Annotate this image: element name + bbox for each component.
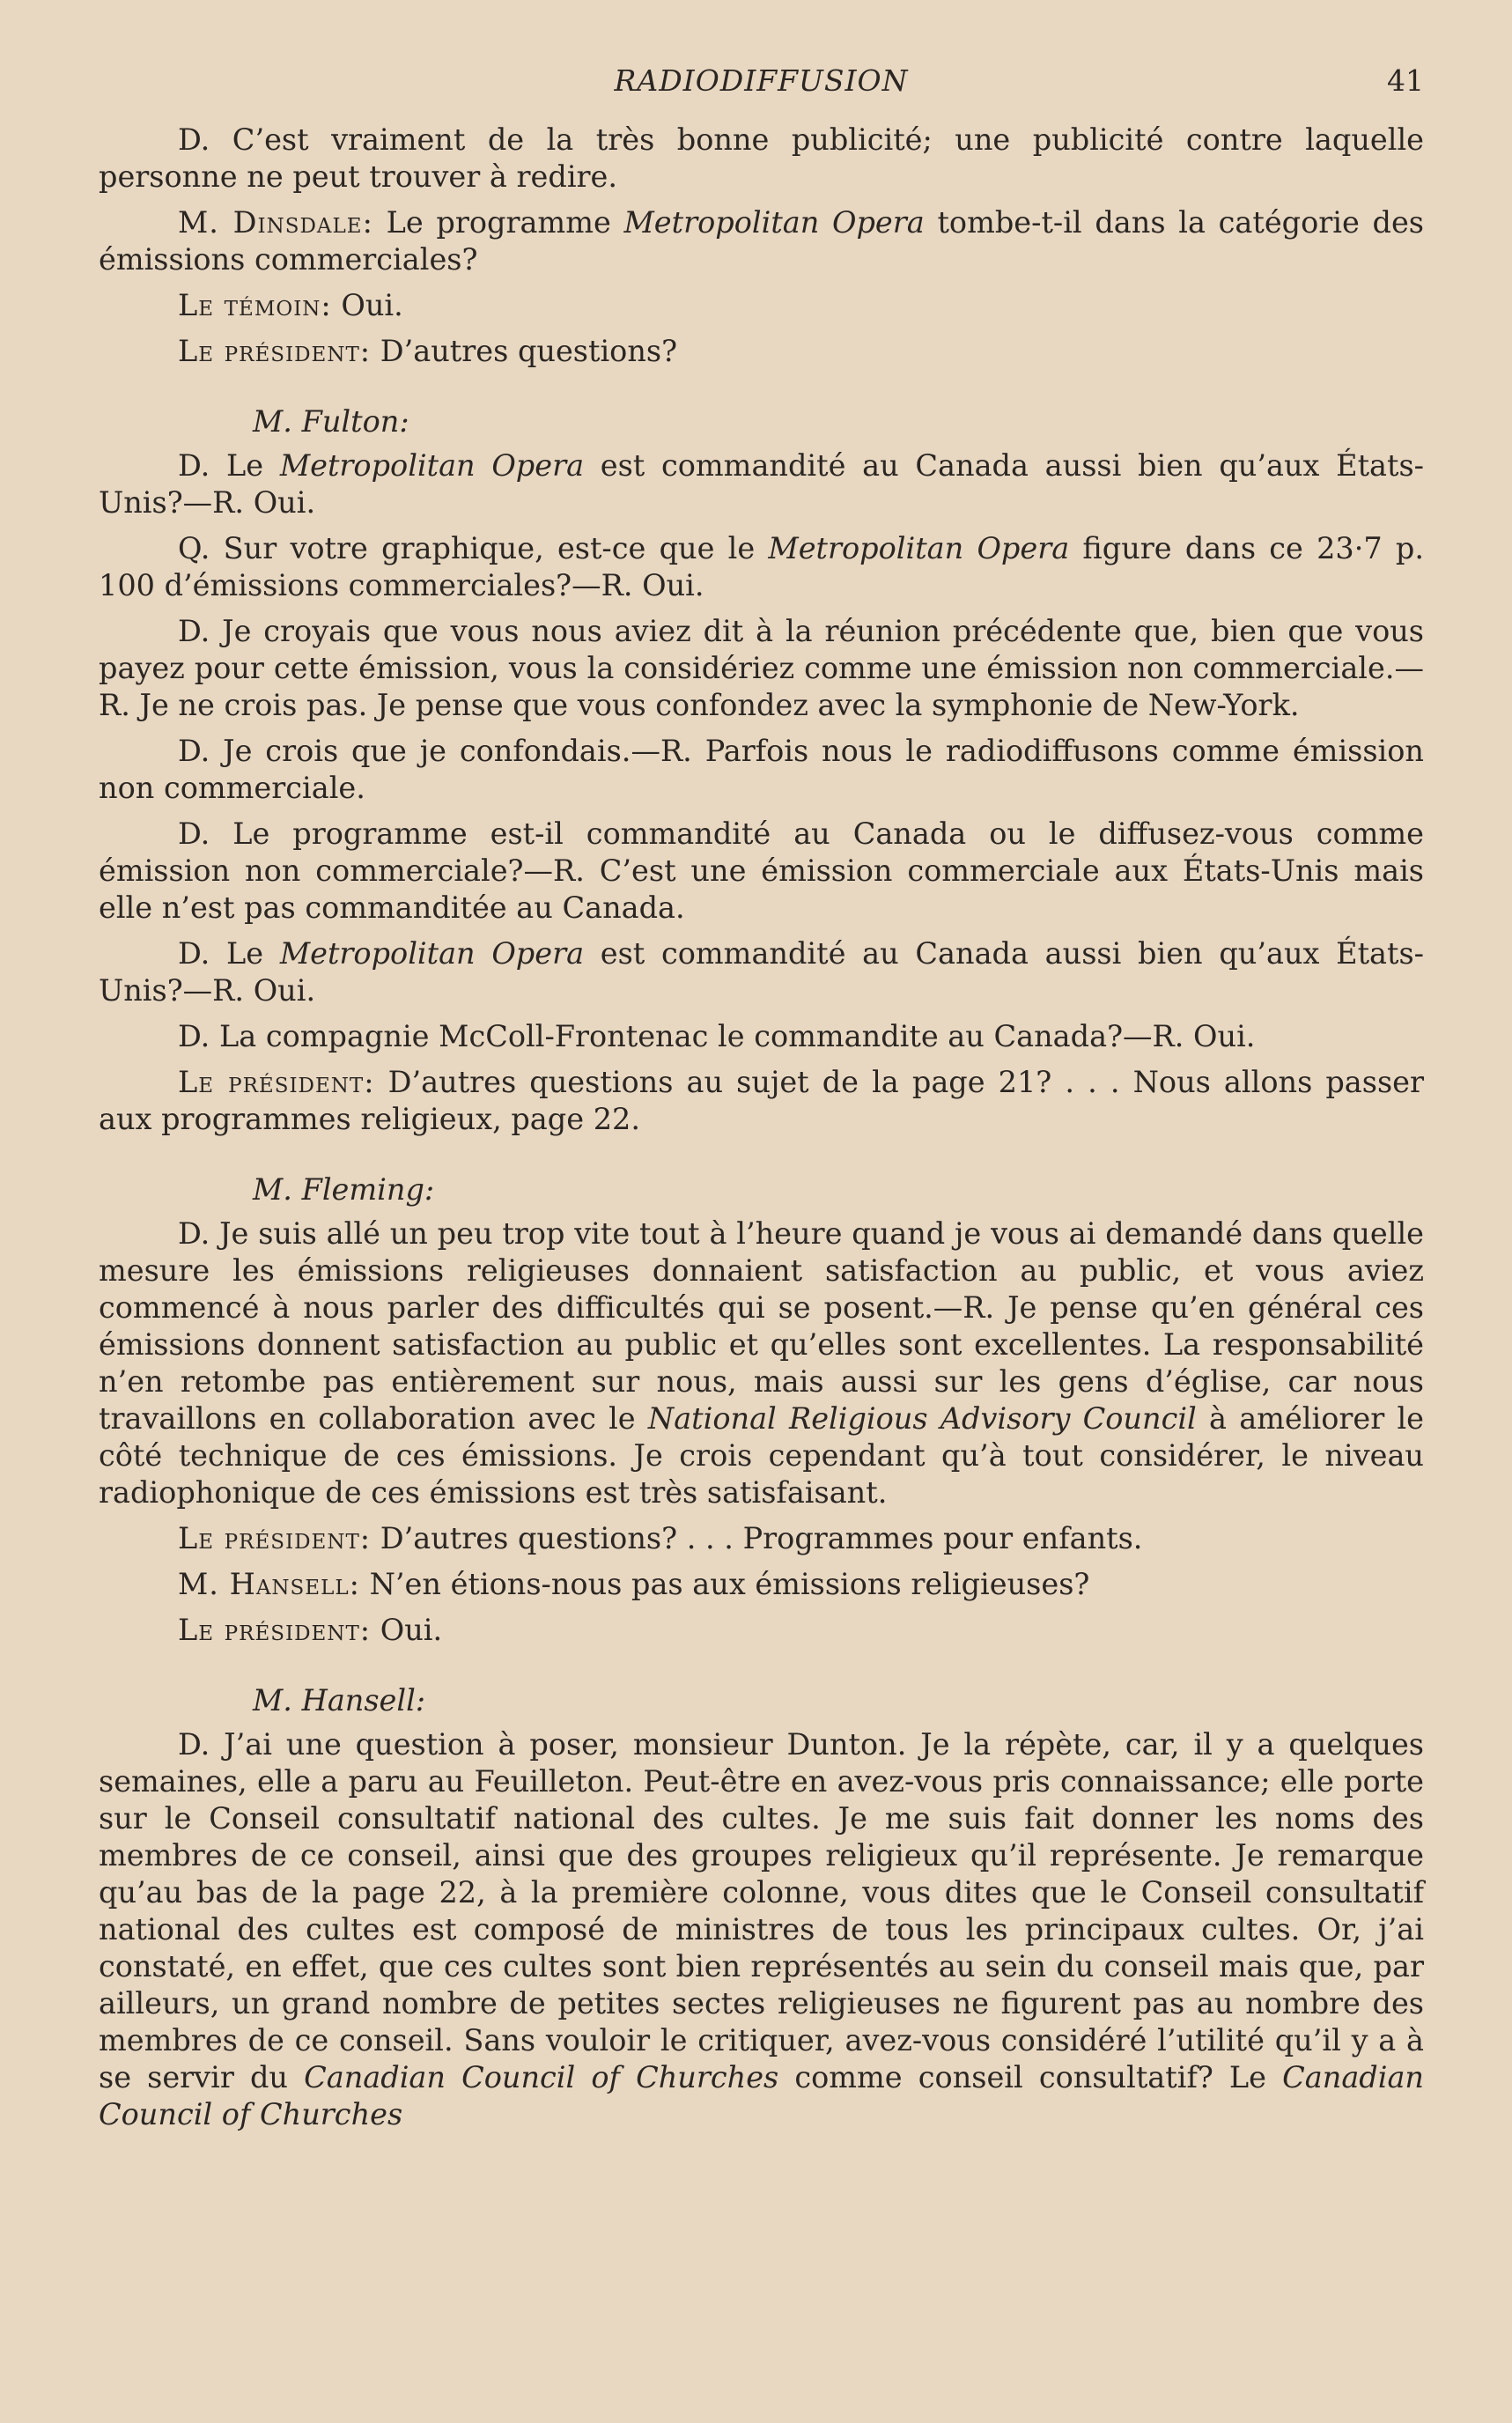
paragraph: D. Le Metropolitan Opera est commandité au Canada aussi bien qu’aux États-Unis?—R. Oui. [99,936,1424,1008]
program-title: Metropolitan Opera [279,936,585,971]
paragraph: D. Je croyais que vous nous aviez dit à la réunion précédente que, bien que vous payez pour cette émission, vous la considériez comme une émission non commerciale.—R. Je ne crois pas. Je pense que vous confondez avec la symphonie de New-York. [99,614,1424,722]
speaker-name: Le témoin: [178,288,332,322]
paragraph: D. Je crois que je confondais.—R. Parfois nous le radiodiffusons comme émission non commerciale. [99,734,1424,805]
paragraph: D. Le programme est-il commandité au Canada ou le diffusez-vous comme émission non commerciale?—R. C’est une émission commerciale aux États-Unis mais elle n’est pas commanditée au Canada. [99,816,1424,925]
paragraph: D. J’ai une question à poser, monsieur Dunton. Je la répète, car, il y a quelques semaines, elle a paru au Feuilleton. Peut-être en avez-vous pris connaissance; elle porte sur le Conseil consultatif national des cultes. Je me suis fait donner les noms des membres de ce conseil, ainsi que des groupes religieux qu’il représente. Je remarque qu’au bas de la page 22, à la première colonne, vous dites que le Conseil consultatif national des cultes est composé de ministres de tous les principaux cultes. Or, j’ai constaté, en effet, que ces cultes sont bien représentés au sein du conseil mais que, par ailleurs, un grand nombre de petites sectes religieuses ne figurent pas au nombre des membres de ce conseil. Sans vouloir le critiquer, avez-vous considéré l’utilité qu’il y a à se servir du Canadian Council of Churches comme conseil consultatif? Le Canadian Council of Churches [99,1727,1424,2131]
paragraph: M. Dinsdale: Le programme Metropolitan Opera tombe-t-il dans la catégorie des émissions commerciales? [99,205,1424,277]
paragraph: D. Je suis allé un peu trop vite tout à l’heure quand je vous ai demandé dans quelle mesure les émissions religieuses donnaient satisfaction au public, et vous aviez commencé à nous parler des difficultés qui se posent.—R. Je pense qu’en général ces émissions donnent satisfaction au public et qu’elles sont excellentes. La responsabilité n’en retombe pas entièrement sur nous, mais aussi sur les gens d’église, car nous travaillons en collaboration avec le National Religious Advisory Council à améliorer le côté technique de ces émissions. Je crois cependant qu’à tout considérer, le niveau radiophonique de ces émissions est très satisfaisant. [99,1216,1424,1510]
speaker-name: Le président: [178,1521,372,1555]
paragraph: D. La compagnie McColl-Frontenac le commandite au Canada?—R. Oui. [178,1019,1256,1053]
paragraph: M. Hansell: N’en étions-nous pas aux émissions religieuses? [178,1567,1090,1601]
paragraph: Le président: D’autres questions? [178,334,678,368]
speaker-name: Le président: [178,1065,375,1099]
organization-name: National Religious Advisory Council [647,1401,1197,1436]
page-number: 41 [1387,63,1424,98]
paragraph: D. C’est vraiment de la très bonne publicité; une publicité contre laquelle personne ne peut trouver à redire. [99,122,1424,194]
speaker-name: Le président: [178,334,372,368]
paragraph: Le président: D’autres questions? . . . Programmes pour enfants. [178,1521,1143,1555]
organization-name: Canadian Council of Churches [99,2060,1424,2131]
program-title: Metropolitan Opera [279,448,585,483]
speaker-heading: M. Fulton: [253,404,409,439]
paragraph: Le président: Oui. [178,1613,443,1647]
paragraph: Le président: D’autres questions au sujet de la page 21? . . . Nous allons passer aux programmes religieux, page 22. [99,1065,1425,1136]
speaker-heading: M. Hansell: [253,1683,426,1718]
speaker-name: Le président: [178,1613,372,1647]
program-title: Metropolitan Opera [768,531,1070,565]
organization-name: Canadian Council of Churches [304,2060,779,2094]
body-text [99,122,1424,2133]
paragraph: Q. Sur votre graphique, est-ce que le Metropolitan Opera figure dans ce 23·7 p. 100 d’émissions commerciales?—R. Oui. [99,531,1424,602]
paragraph: Le témoin: Oui. [178,288,403,322]
program-title: Metropolitan Opera [623,205,925,240]
paragraph: D. Le Metropolitan Opera est commandité au Canada aussi bien qu’aux États-Unis?—R. Oui. [99,448,1424,520]
speaker-name: M. Hansell: [178,1567,360,1601]
page-header [99,63,1424,107]
speaker-name: M. Dinsdale: [178,205,373,240]
running-title: RADIODIFFUSION [614,63,909,98]
speaker-heading: M. Fleming: [253,1172,435,1207]
